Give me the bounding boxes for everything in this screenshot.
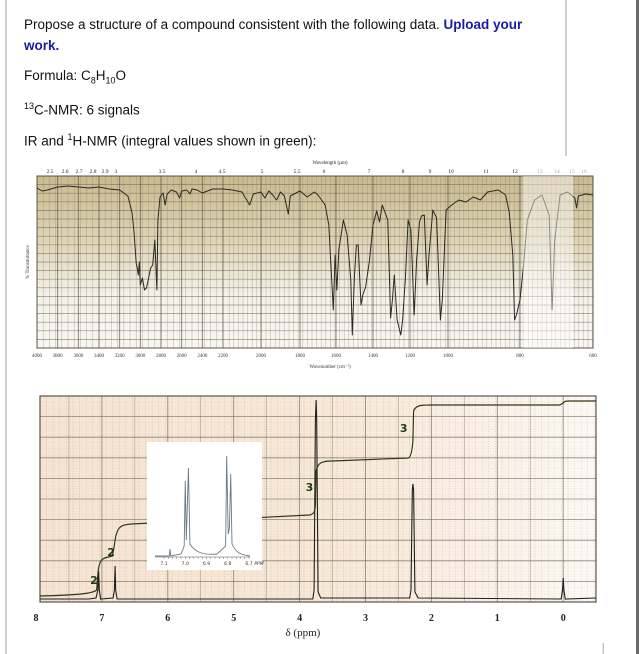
inset-x-unit: PPM — [254, 562, 264, 567]
c13-text: C-NMR: 6 signals — [34, 102, 140, 118]
ir-intro-post: H-NMR (integral values shown in green): — [72, 133, 317, 149]
ir-top-tick-label: 14 — [554, 169, 560, 175]
ir-x-tick-label: 3400 — [94, 354, 104, 359]
nmr-x-tick-label: 5 — [231, 613, 237, 624]
inner-right-border — [565, 0, 567, 156]
ir-top-tick-label: 2.8 — [89, 169, 97, 175]
nmr-spectrum-plot — [0, 385, 639, 654]
ir-top-tick-label: 9 — [428, 169, 432, 175]
ir-top-tick-label: 10 — [448, 169, 454, 175]
ir-spectrum-plot — [0, 150, 639, 380]
ir-y-axis-label: % Transmittance — [26, 245, 31, 279]
nmr-integral-label: 3 — [399, 422, 408, 435]
ir-top-tick-label: 2.5 — [46, 169, 54, 175]
ir-x-tick-label: 1200 — [405, 354, 415, 359]
question-prompt — [24, 17, 522, 33]
ir-x-tick-label: 600 — [589, 354, 597, 359]
ir-x-tick-label: 3800 — [52, 354, 63, 359]
ir-top-tick-label: 2.7 — [75, 169, 83, 175]
ir-top-tick-label: 15 — [569, 169, 575, 175]
ir-x-tick-label: 800 — [516, 354, 524, 359]
ir-x-tick-label: 1800 — [295, 354, 305, 359]
ir-top-axis-label: Wavelength (µm) — [312, 161, 348, 166]
ir-top-tick-label: 4 — [194, 169, 198, 175]
ir-x-tick-label: 1400 — [368, 354, 378, 359]
nmr-x-tick-label: 1 — [494, 613, 500, 624]
nmr-x-tick-label: 7 — [99, 613, 105, 624]
formula-line — [24, 68, 126, 89]
nmr-x-axis-label: δ (ppm) — [285, 627, 321, 639]
inset-x-tick-label: 6.8 — [224, 562, 232, 567]
ir-top-tick-label: 11 — [483, 169, 489, 175]
formula-h: H — [95, 68, 106, 83]
nmr-integral-label: 2 — [90, 574, 98, 587]
upload-work-link[interactable]: Upload your — [443, 17, 523, 32]
nmr-inset — [147, 442, 262, 570]
formula-h-count: 10 — [105, 75, 116, 86]
c13-line — [24, 98, 140, 119]
nmr-x-tick-label: 8 — [33, 613, 39, 624]
nmr-x-tick-label: 3 — [363, 613, 368, 624]
ir-x-tick-label: 2400 — [197, 354, 208, 359]
formula-c: C — [81, 68, 91, 83]
ir-x-tick-label: 1000 — [443, 354, 453, 359]
nmr-spectrum — [0, 385, 639, 654]
nmr-integral-label: 2 — [107, 546, 115, 559]
ir-top-tick-label: 5 — [260, 169, 264, 175]
ir-top-tick-label: 5.5 — [293, 169, 301, 175]
ir-spectrum — [0, 150, 639, 380]
ir-x-tick-label: 3000 — [135, 354, 146, 359]
ir-top-tick-label: 6 — [322, 169, 326, 175]
ir-intro-pre: IR and — [24, 133, 68, 149]
inset-x-tick-label: 7.0 — [181, 562, 189, 567]
ir-fade — [523, 176, 573, 348]
ir-x-tick-label: 4000 — [32, 354, 42, 359]
nmr-x-tick-label: 0 — [560, 613, 566, 624]
ir-top-tick-label: 2.6 — [61, 169, 69, 175]
formula-o: O — [115, 68, 127, 83]
ir-x-tick-label: 3600 — [73, 354, 84, 359]
ir-intro-line — [24, 129, 316, 150]
question-prompt-cont — [24, 38, 59, 54]
ir-x-tick-label: 3200 — [114, 354, 125, 359]
ir-top-tick-label: 12 — [512, 169, 518, 175]
ir-top-tick-label: 3 — [114, 169, 118, 175]
ir-x-axis-label: Wavenumber (cm⁻¹) — [309, 365, 351, 370]
inset-x-tick-label: 6.7 — [245, 562, 253, 567]
formula-c-count: 8 — [90, 75, 96, 86]
nmr-integral-label: 3 — [305, 481, 314, 494]
ir-top-tick-label: 8 — [401, 169, 405, 175]
ir-x-tick-label: 1600 — [331, 354, 341, 359]
ir-x-tick-label: 2200 — [218, 354, 228, 359]
ir-top-tick-label: 4.5 — [218, 169, 226, 175]
ir-top-tick-label: 16 — [581, 169, 587, 175]
ir-intro-sup: 1 — [67, 132, 73, 142]
formula-label: Formula: — [24, 68, 82, 83]
ir-top-tick-label: 2.9 — [101, 169, 109, 175]
nmr-x-tick-label: 6 — [165, 613, 171, 624]
prompt-text: Propose a structure of a compound consistent with the following data. — [24, 17, 440, 32]
nmr-x-tick-label: 4 — [297, 613, 303, 624]
ir-top-tick-label: 3.5 — [158, 169, 166, 175]
inset-x-tick-label: 6.9 — [202, 562, 211, 567]
ir-x-tick-label: 2600 — [176, 354, 187, 359]
nmr-x-tick-label: 2 — [428, 613, 434, 624]
upload-work-link-cont[interactable]: work. — [24, 38, 60, 53]
inset-x-tick-label: 7.1 — [160, 562, 168, 567]
ir-x-tick-label: 2800 — [156, 354, 166, 359]
c13-sup: 13 — [24, 101, 35, 111]
ir-top-tick-label: 13 — [537, 169, 543, 175]
ir-x-tick-label: 2000 — [256, 354, 266, 359]
ir-top-tick-label: 7 — [367, 169, 371, 175]
